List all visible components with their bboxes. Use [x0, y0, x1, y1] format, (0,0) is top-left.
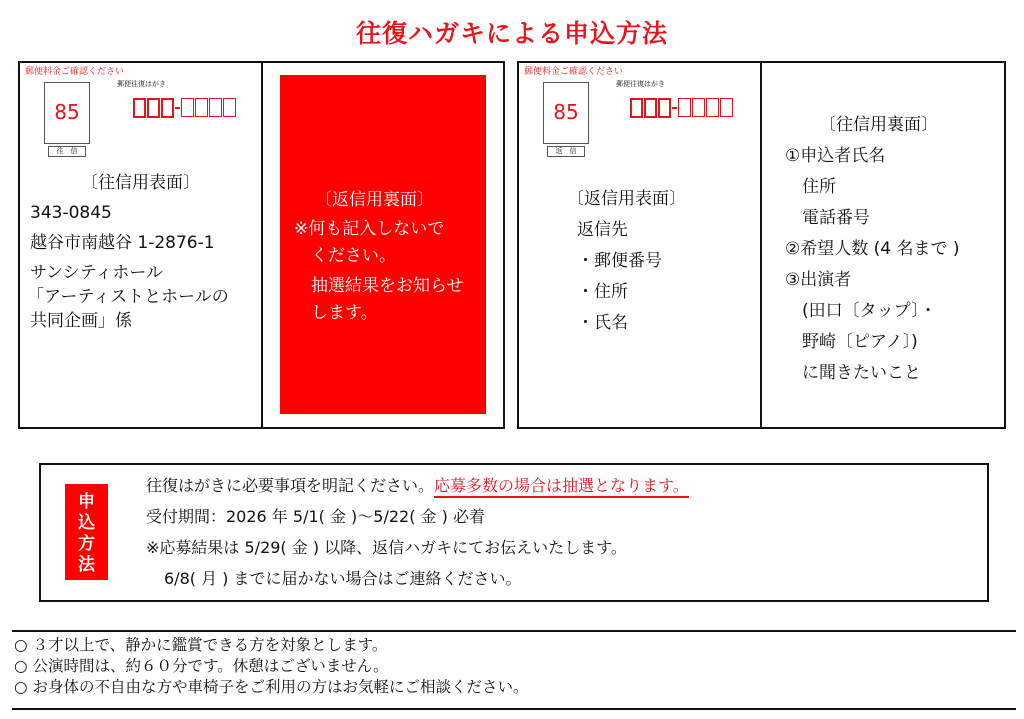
badge-char: 申 — [78, 492, 95, 512]
notes-top-rule — [12, 630, 1016, 632]
postal-code-boxes — [630, 98, 734, 118]
postcard-type-label: 郵便往復はがき — [117, 80, 166, 88]
postcard-fold-line — [760, 61, 762, 429]
page-title: 往復ハガキによる申込方法 — [355, 19, 668, 48]
address-line: 越谷市南越谷 1-2876-1 — [30, 233, 215, 253]
postage-note: 郵便料金ご確認ください — [524, 67, 624, 77]
postcard-type-label: 郵便往復はがき — [616, 80, 665, 88]
reply-back-text — [294, 216, 464, 327]
postal-code-boxes — [133, 98, 237, 118]
application-details — [146, 470, 689, 594]
required-field: 電話番号 — [785, 208, 870, 228]
reply-front-fields — [577, 215, 662, 339]
instruction-line — [146, 470, 689, 501]
postal-code: 343-0845 — [30, 203, 112, 223]
stamp-label: 往 信 — [48, 146, 86, 157]
recipient-line: 共同企画」係 — [30, 311, 132, 331]
required-field: ①申込者氏名 — [785, 146, 886, 166]
lottery-notice: 応募多数の場合は抽選となります。 — [434, 476, 689, 498]
note-item: ○ お身体の不自由な方や車椅子をご利用の方はお気軽にご相談ください。 — [14, 678, 529, 696]
result-notice: ※応募結果は 5/29( 金 ) 以降、返信ハガキにてお伝えいたします。 — [146, 538, 627, 557]
stamp-value: 85 — [54, 100, 80, 124]
reply-back-line: 抽選結果をお知らせ — [294, 276, 464, 296]
reply-back-heading: 〔返信用裏面〕 — [315, 190, 434, 210]
stamp-label: 返 信 — [547, 146, 585, 157]
reply-field: ・氏名 — [577, 313, 628, 333]
reception-period: 受付期間：2026 年 5/1( 金 )〜5/22( 金 ) 必着 — [146, 507, 485, 526]
badge-char: 法 — [78, 555, 95, 575]
note-item: ○ ３才以上で、静かに鑑賞できる方を対象とします。 — [14, 636, 388, 654]
required-field: (田口〔タップ〕・ — [785, 301, 937, 321]
postage-stamp — [543, 82, 589, 144]
contact-notice: 6/8( 月 ) までに届かない場合はご連絡ください。 — [164, 569, 522, 588]
outgoing-back-heading: 〔往信用裏面〕 — [819, 115, 938, 135]
reply-front-heading: 〔返信用表面〕 — [567, 189, 686, 209]
outgoing-address — [27, 198, 229, 333]
reply-back-line: ください。 — [294, 246, 396, 266]
notes-list — [14, 635, 528, 698]
note-item: ○ 公演時間は、約６０分です。休憩はございません。 — [14, 657, 389, 675]
required-field: 野崎〔ピアノ〕) — [785, 332, 918, 352]
badge-char: 方 — [78, 534, 95, 554]
required-field: 住所 — [785, 177, 836, 197]
reply-back-line: します。 — [294, 303, 378, 323]
postage-note: 郵便料金ご確認ください — [25, 67, 125, 77]
recipient-line: 「アーティストとホールの — [27, 287, 229, 307]
badge-char: 込 — [78, 513, 95, 533]
application-badge — [65, 484, 108, 580]
required-field: に聞きたいこと — [785, 363, 921, 383]
postage-stamp — [44, 82, 90, 144]
reply-field: ・住所 — [577, 282, 628, 302]
stamp-value: 85 — [553, 100, 579, 124]
reply-field: ・郵便番号 — [577, 251, 662, 271]
instruction-text: 往復はがきに必要事項を明記ください。 — [146, 476, 435, 495]
venue-name: サンシティホール — [30, 263, 164, 283]
required-field: ②希望人数 (4 名まで ) — [785, 239, 960, 259]
outgoing-back-fields — [785, 141, 960, 389]
reply-field: 返信先 — [577, 220, 628, 240]
outgoing-front-heading: 〔往信用表面〕 — [81, 173, 200, 193]
reply-back-line: ※何も記入しないで — [294, 219, 445, 239]
postcard-fold-line — [261, 61, 263, 429]
notes-bottom-rule — [12, 708, 1016, 710]
required-field: ③出演者 — [785, 270, 852, 290]
